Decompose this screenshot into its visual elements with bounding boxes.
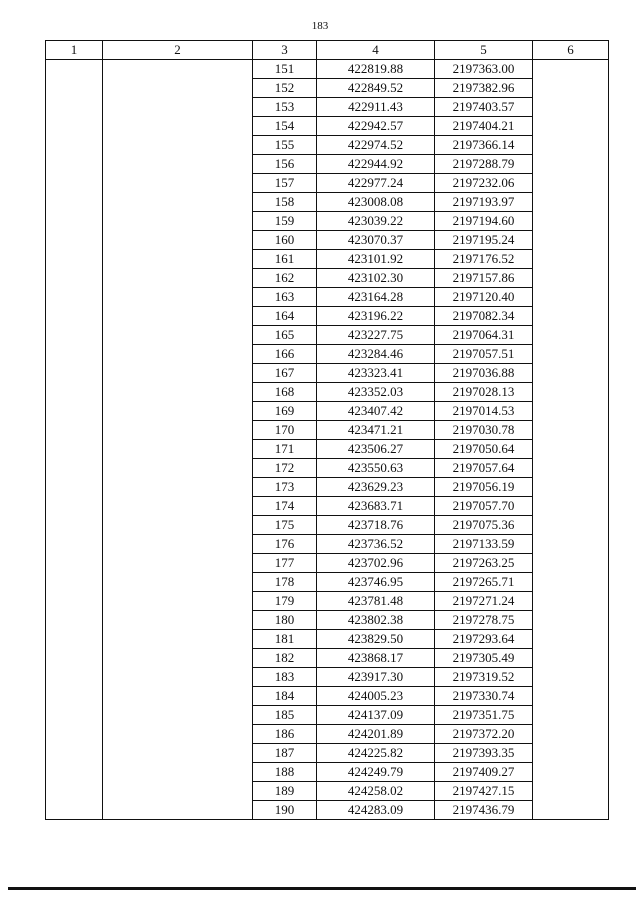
bottom-rule [8, 887, 636, 890]
point-number-cell: 158 [253, 193, 317, 212]
coordinate-x-cell: 423550.63 [317, 459, 435, 478]
coordinate-x-cell: 422944.92 [317, 155, 435, 174]
coordinate-x-cell: 423102.30 [317, 269, 435, 288]
point-number-cell: 177 [253, 554, 317, 573]
column-header-3: 3 [253, 41, 317, 60]
coordinate-y-cell: 2197194.60 [435, 212, 533, 231]
coordinate-x-cell: 423164.28 [317, 288, 435, 307]
point-number-cell: 171 [253, 440, 317, 459]
coordinate-x-cell: 423506.27 [317, 440, 435, 459]
point-number-cell: 179 [253, 592, 317, 611]
coordinate-x-cell: 424201.89 [317, 725, 435, 744]
point-number-cell: 154 [253, 117, 317, 136]
coordinate-x-cell: 423407.42 [317, 402, 435, 421]
point-number-cell: 161 [253, 250, 317, 269]
point-number-cell: 155 [253, 136, 317, 155]
coordinate-y-cell: 2197319.52 [435, 668, 533, 687]
coordinate-x-cell: 423227.75 [317, 326, 435, 345]
coordinate-y-cell: 2197366.14 [435, 136, 533, 155]
coordinate-x-cell: 422974.52 [317, 136, 435, 155]
coordinate-y-cell: 2197404.21 [435, 117, 533, 136]
point-number-cell: 182 [253, 649, 317, 668]
coordinate-x-cell: 423101.92 [317, 250, 435, 269]
coordinate-y-cell: 2197064.31 [435, 326, 533, 345]
point-number-cell: 181 [253, 630, 317, 649]
coordinate-y-cell: 2197028.13 [435, 383, 533, 402]
coordinate-x-cell: 423718.76 [317, 516, 435, 535]
page-number: 183 [311, 20, 329, 32]
point-number-cell: 157 [253, 174, 317, 193]
coordinate-y-cell: 2197305.49 [435, 649, 533, 668]
point-number-cell: 189 [253, 782, 317, 801]
point-number-cell: 186 [253, 725, 317, 744]
coordinate-y-cell: 2197082.34 [435, 307, 533, 326]
coordinate-y-cell: 2197157.86 [435, 269, 533, 288]
point-number-cell: 188 [253, 763, 317, 782]
coordinate-y-cell: 2197409.27 [435, 763, 533, 782]
point-number-cell: 178 [253, 573, 317, 592]
point-number-cell: 168 [253, 383, 317, 402]
point-number-cell: 165 [253, 326, 317, 345]
column-header-1: 1 [46, 41, 103, 60]
coordinate-x-cell: 423323.41 [317, 364, 435, 383]
coordinate-x-cell: 423471.21 [317, 421, 435, 440]
coordinate-y-cell: 2197278.75 [435, 611, 533, 630]
coordinate-y-cell: 2197372.20 [435, 725, 533, 744]
coordinate-y-cell: 2197195.24 [435, 231, 533, 250]
coordinate-x-cell: 424283.09 [317, 801, 435, 820]
coordinate-y-cell: 2197351.75 [435, 706, 533, 725]
coordinate-x-cell: 423008.08 [317, 193, 435, 212]
coordinate-y-cell: 2197036.88 [435, 364, 533, 383]
coordinate-x-cell: 423284.46 [317, 345, 435, 364]
coordinate-y-cell: 2197436.79 [435, 801, 533, 820]
coordinate-x-cell: 424005.23 [317, 687, 435, 706]
coordinate-y-cell: 2197176.52 [435, 250, 533, 269]
coordinate-x-cell: 424249.79 [317, 763, 435, 782]
coordinate-y-cell: 2197014.53 [435, 402, 533, 421]
point-number-cell: 164 [253, 307, 317, 326]
point-number-cell: 184 [253, 687, 317, 706]
coordinate-x-cell: 423736.52 [317, 535, 435, 554]
coordinate-y-cell: 2197403.57 [435, 98, 533, 117]
point-number-cell: 174 [253, 497, 317, 516]
point-number-cell: 187 [253, 744, 317, 763]
point-number-cell: 176 [253, 535, 317, 554]
point-number-cell: 169 [253, 402, 317, 421]
column-header-6: 6 [533, 41, 609, 60]
coordinate-y-cell: 2197288.79 [435, 155, 533, 174]
point-number-cell: 152 [253, 79, 317, 98]
coordinate-x-cell: 423196.22 [317, 307, 435, 326]
coordinate-y-cell: 2197120.40 [435, 288, 533, 307]
point-number-cell: 175 [253, 516, 317, 535]
coordinate-x-cell: 423781.48 [317, 592, 435, 611]
coordinate-x-cell: 422819.88 [317, 60, 435, 79]
coordinate-x-cell: 423868.17 [317, 649, 435, 668]
table-body [46, 60, 609, 820]
coordinate-y-cell: 2197057.70 [435, 497, 533, 516]
coordinate-x-cell: 423352.03 [317, 383, 435, 402]
merged-cell-col-6 [533, 60, 609, 820]
point-number-cell: 190 [253, 801, 317, 820]
coordinate-y-cell: 2197057.64 [435, 459, 533, 478]
point-number-cell: 180 [253, 611, 317, 630]
coordinate-x-cell: 423829.50 [317, 630, 435, 649]
coordinate-y-cell: 2197393.35 [435, 744, 533, 763]
coordinate-x-cell: 424137.09 [317, 706, 435, 725]
coordinate-y-cell: 2197057.51 [435, 345, 533, 364]
coordinate-x-cell: 423070.37 [317, 231, 435, 250]
table-row [46, 60, 609, 79]
column-header-2: 2 [103, 41, 253, 60]
coordinate-y-cell: 2197382.96 [435, 79, 533, 98]
column-header-4: 4 [317, 41, 435, 60]
coordinate-y-cell: 2197330.74 [435, 687, 533, 706]
coordinate-y-cell: 2197075.36 [435, 516, 533, 535]
point-number-cell: 166 [253, 345, 317, 364]
coordinate-y-cell: 2197293.64 [435, 630, 533, 649]
point-number-cell: 173 [253, 478, 317, 497]
coordinate-x-cell: 422977.24 [317, 174, 435, 193]
point-number-cell: 167 [253, 364, 317, 383]
coordinate-y-cell: 2197232.06 [435, 174, 533, 193]
coordinate-x-cell: 424225.82 [317, 744, 435, 763]
coordinate-y-cell: 2197030.78 [435, 421, 533, 440]
coordinate-x-cell: 423802.38 [317, 611, 435, 630]
merged-cell-col-1 [46, 60, 103, 820]
point-number-cell: 156 [253, 155, 317, 174]
coordinate-x-cell: 423629.23 [317, 478, 435, 497]
header-row [46, 41, 609, 60]
point-number-cell: 159 [253, 212, 317, 231]
coordinate-x-cell: 422849.52 [317, 79, 435, 98]
coordinate-x-cell: 424258.02 [317, 782, 435, 801]
coordinate-x-cell: 423702.96 [317, 554, 435, 573]
point-number-cell: 151 [253, 60, 317, 79]
coordinate-y-cell: 2197056.19 [435, 478, 533, 497]
coordinate-y-cell: 2197193.97 [435, 193, 533, 212]
point-number-cell: 160 [253, 231, 317, 250]
point-number-cell: 163 [253, 288, 317, 307]
point-number-cell: 172 [253, 459, 317, 478]
coordinate-y-cell: 2197263.25 [435, 554, 533, 573]
coordinate-x-cell: 422911.43 [317, 98, 435, 117]
coordinate-y-cell: 2197363.00 [435, 60, 533, 79]
coordinate-x-cell: 423683.71 [317, 497, 435, 516]
point-number-cell: 185 [253, 706, 317, 725]
coordinate-y-cell: 2197265.71 [435, 573, 533, 592]
column-header-5: 5 [435, 41, 533, 60]
point-number-cell: 153 [253, 98, 317, 117]
point-number-cell: 183 [253, 668, 317, 687]
coordinate-y-cell: 2197271.24 [435, 592, 533, 611]
coordinate-y-cell: 2197050.64 [435, 440, 533, 459]
coordinate-x-cell: 423039.22 [317, 212, 435, 231]
merged-cell-col-2 [103, 60, 253, 820]
coordinate-y-cell: 2197133.59 [435, 535, 533, 554]
coordinate-x-cell: 423746.95 [317, 573, 435, 592]
coordinate-x-cell: 422942.57 [317, 117, 435, 136]
point-number-cell: 170 [253, 421, 317, 440]
point-number-cell: 162 [253, 269, 317, 288]
coordinate-y-cell: 2197427.15 [435, 782, 533, 801]
coordinates-table [45, 40, 609, 820]
coordinate-x-cell: 423917.30 [317, 668, 435, 687]
